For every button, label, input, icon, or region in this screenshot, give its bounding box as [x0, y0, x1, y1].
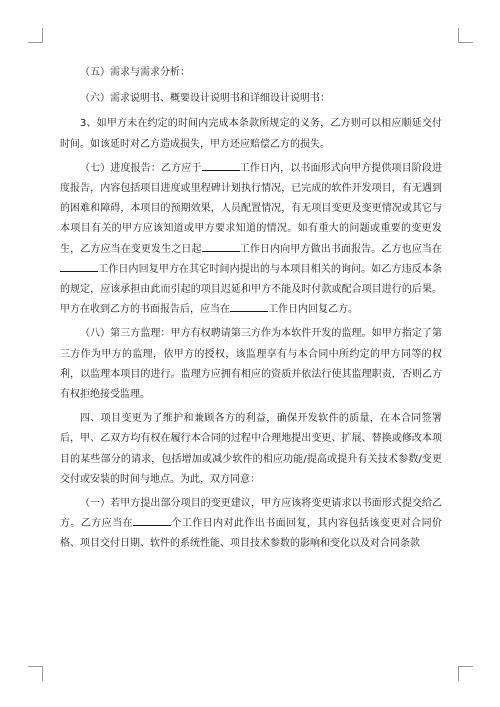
paragraph-project-change — [60, 409, 442, 490]
paragraph-requirements-analysis — [60, 63, 442, 83]
paragraph-text: （七）进度报告：乙方应于 — [80, 162, 202, 174]
paragraph-third-party-supervision — [60, 324, 442, 405]
document-body — [60, 63, 442, 555]
blank-underline — [133, 516, 171, 526]
crop-mark-top-left — [28, 28, 43, 43]
blank-underline — [60, 262, 98, 272]
blank-underline — [230, 302, 268, 312]
paragraph-text: （一）若甲方提出部分项目的变更建议，甲方应该将变更请求以书面形式提交给乙方。乙方应当在 — [60, 498, 442, 530]
crop-mark-top-right — [458, 28, 473, 43]
paragraph-text: （八）第三方监理：甲方有权聘请第三方作为本软件开发的监理。如甲方指定了第三方作为甲方的监理，依甲方的授权，该监理享有与本合同中所约定的甲方同等的权利，以监理本项目的进行。监理方应拥有相应的资质并依法行使其监理职责，否则乙方有权拒绝接受监理。 — [60, 328, 442, 401]
crop-mark-bottom-left — [28, 666, 43, 681]
paragraph-specification-docs — [60, 89, 442, 109]
paragraph-text: （五）需求与需求分析： — [80, 67, 190, 78]
blank-underline — [202, 161, 240, 171]
crop-mark-bottom-right — [458, 666, 473, 681]
paragraph-text: （六）需求说明书、概要设计说明书和详细设计说明书： — [80, 93, 330, 105]
blank-underline — [202, 242, 240, 252]
paragraph-text: 个工作日内对此作出书面回复，其内容包括该变更对合同价格、项目交付日期、软件的系统性能、项目技术参数的影响和变化以及对合同条款 — [60, 518, 443, 550]
paragraph-text: 工作日内，以书面形式向甲方提供项目阶段进度报告，内容包括项目进度或里程碑计划执行情况，已完成的软件开发项目，有无遇到的困难和障碍，本项目的预期效果，人员配置情况，有无项目变更及变更情况或其它与本项目有关的甲方应该知道或甲方要求知道的情况。如有重大的问题或重要的变更发生，乙方应当在变更发生之日起 — [60, 162, 442, 255]
paragraph-text: 四、项目变更为了维护和兼顾各方的利益，确保开发软件的质量，在本合同签署后，甲、乙双方均有权在履行本合同的过程中合理地提出变更、扩展、替换或修改本项目的某些部分的请求，包括增加或减少软件的相应功能/提高或提升有关技术参数/变更交付或安装的时间与地点。为此，双方同意： — [60, 413, 442, 485]
paragraph-text: 工作日内回复甲方在其它时间内提出的与本项目相关的询问。如乙方违反本条的规定，应该承担由此而引起的项目迟延和甲方不能及时付款或配合项目进行的后果。甲方在收到乙方的书面报告后，应当在 — [60, 263, 442, 316]
paragraph-text: 工作日内向甲方做出书面报告。乙方也应当在 — [239, 243, 443, 255]
paragraph-text: 3、如甲方未在约定的时间内完成本条款所规定的义务，乙方则可以相应顺延交付时间。如该延时对乙方造成损失，甲方还应赔偿乙方的损失。 — [60, 118, 442, 150]
paragraph-progress-report — [60, 159, 442, 321]
paragraph-delay-clause — [60, 114, 442, 154]
paragraph-change-request — [60, 494, 442, 555]
paragraph-text: 工作日内回复乙方。 — [268, 304, 358, 316]
